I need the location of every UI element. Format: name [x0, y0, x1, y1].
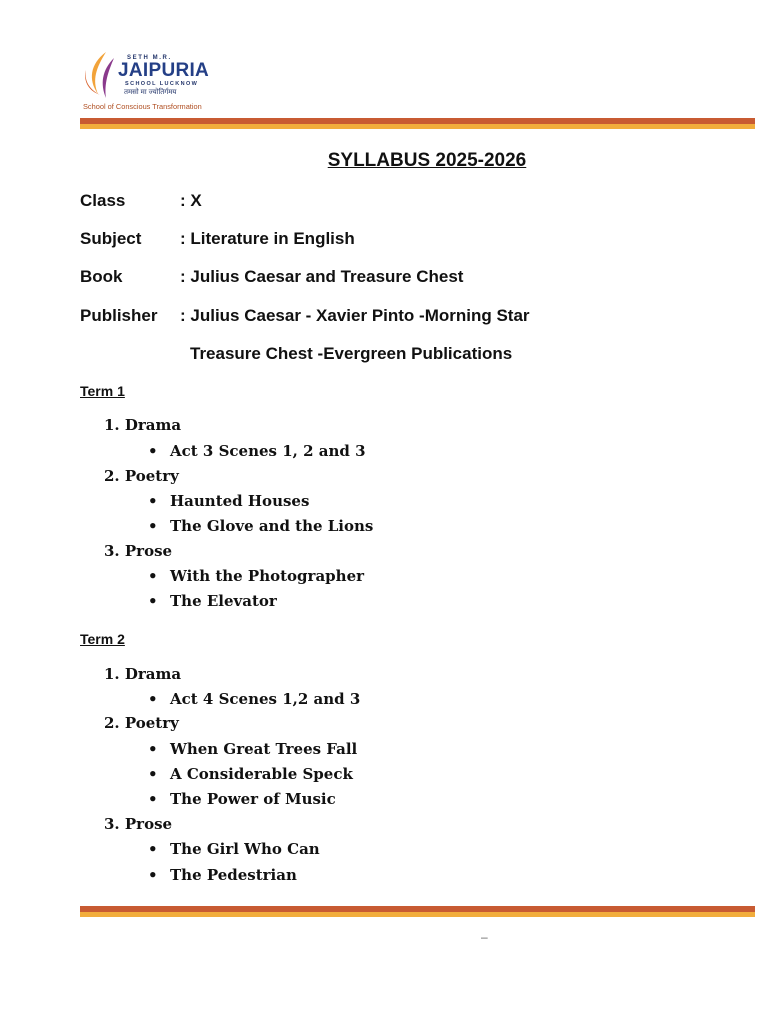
publisher-value: : Julius Caesar - Xavier Pinto -Morning Star [180, 306, 530, 325]
header-rule [80, 118, 755, 129]
list-item: • When Great Trees Fall [148, 740, 358, 758]
list-item: • The Power of Music [148, 790, 336, 808]
class-label: Class [80, 191, 126, 210]
book-label: Book [80, 267, 123, 286]
logo-school-name: JAIPURIA [118, 60, 210, 81]
class-row [80, 191, 202, 211]
term2-heading: Term 2 [80, 631, 125, 647]
list-item: • A Considerable Speck [148, 765, 353, 783]
term2-section-poetry: 2. Poetry [104, 714, 179, 732]
term2-section-prose: 3. Prose [104, 815, 173, 833]
list-item: • The Pedestrian [148, 866, 297, 884]
list-item: • Haunted Houses [148, 492, 310, 510]
page-title: SYLLABUS 2025-2026 [327, 150, 527, 171]
term2-section-drama: 1. Drama [104, 665, 182, 683]
subject-label: Subject [80, 229, 142, 248]
term1-section-prose: 3. Prose [104, 542, 173, 560]
publisher-value-2: Treasure Chest -Evergreen Publications [190, 344, 513, 363]
list-item: • The Elevator [148, 592, 277, 610]
class-value: : X [180, 191, 202, 210]
footer-rule [80, 906, 755, 917]
list-item: • The Girl Who Can [148, 840, 320, 858]
term1-section-poetry: 2. Poetry [104, 467, 179, 485]
logo-top-line: SETH M.R. [127, 55, 172, 61]
school-logo [80, 48, 220, 116]
list-item: • With the Photographer [148, 567, 365, 585]
list-item: • The Glove and the Lions [148, 517, 374, 535]
book-row [80, 267, 463, 287]
logo-tagline: School of Conscious Transformation [83, 102, 202, 111]
logo-sub-line: SCHOOL LUCKNOW [125, 81, 199, 87]
footer-mark: – [481, 930, 488, 944]
subject-value: : Literature in English [180, 229, 355, 248]
publisher-label: Publisher [80, 306, 158, 325]
publisher-row [80, 306, 530, 326]
book-value: : Julius Caesar and Treasure Chest [180, 267, 464, 286]
logo-motto: तमसो मा ज्योतिर्गमय [124, 89, 177, 96]
list-item: • Act 4 Scenes 1,2 and 3 [148, 690, 361, 708]
term1-section-drama: 1. Drama [104, 416, 182, 434]
subject-row [80, 229, 355, 249]
term1-heading: Term 1 [80, 383, 125, 399]
list-item: • Act 3 Scenes 1, 2 and 3 [148, 442, 366, 460]
flame-icon [80, 50, 122, 106]
